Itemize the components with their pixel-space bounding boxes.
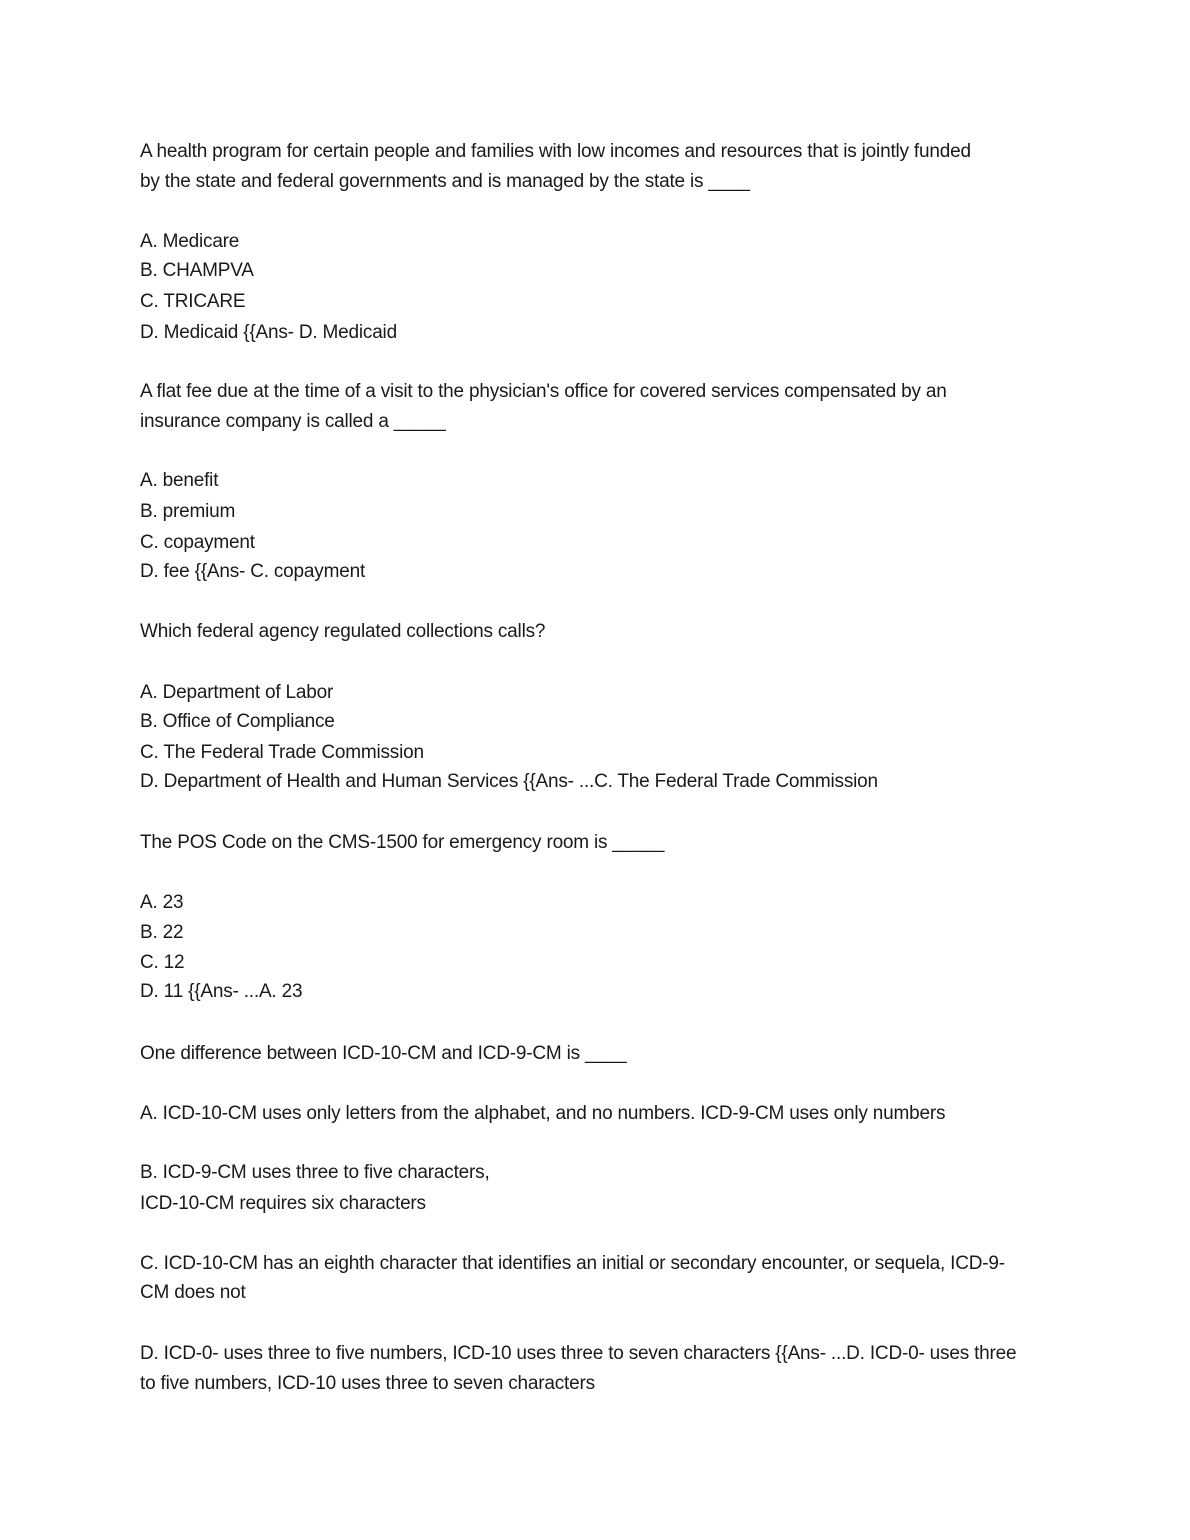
question-1-stem-line-1: A health program for certain people and families with low incomes and resources that is jointly funded bbox=[140, 141, 971, 162]
question-4-option-c: C. 12 bbox=[140, 952, 185, 973]
question-5-stem-line-1: One difference between ICD-10-CM and ICD-9-CM is ____ bbox=[140, 1043, 627, 1064]
question-1-option-b: B. CHAMPVA bbox=[140, 260, 254, 281]
question-5-option-b-line-2: ICD-10-CM requires six characters bbox=[140, 1193, 426, 1214]
question-3-option-d-answer: D. Department of Health and Human Services {{Ans- ...C. The Federal Trade Commission bbox=[140, 771, 878, 792]
question-2-stem-line-2: insurance company is called a _____ bbox=[140, 411, 446, 432]
question-5-option-b-line-1: B. ICD-9-CM uses three to five characters, bbox=[140, 1162, 490, 1183]
question-3-option-c: C. The Federal Trade Commission bbox=[140, 742, 424, 763]
question-2-option-b: B. premium bbox=[140, 501, 236, 522]
question-5-option-d-answer-line-1: D. ICD-0- uses three to five numbers, ICD-10 uses three to seven characters {{Ans- ...D. ICD-0- uses three bbox=[140, 1343, 1017, 1364]
question-1-stem-line-2: by the state and federal governments and is managed by the state is ____ bbox=[140, 171, 750, 192]
question-2-option-c: C. copayment bbox=[140, 532, 255, 553]
question-5-option-d-answer-line-2: to five numbers, ICD-10 uses three to seven characters bbox=[140, 1373, 595, 1394]
question-5-option-c-line-1: C. ICD-10-CM has an eighth character that identifies an initial or secondary encounter, or sequela, ICD-9- bbox=[140, 1253, 1005, 1274]
question-4-option-d-answer: D. 11 {{Ans- ...A. 23 bbox=[140, 981, 303, 1002]
question-1-option-d-answer: D. Medicaid {{Ans- D. Medicaid bbox=[140, 322, 397, 343]
question-5-option-a: A. ICD-10-CM uses only letters from the alphabet, and no numbers. ICD-9-CM uses only numbers bbox=[140, 1103, 946, 1124]
question-1-option-a: A. Medicare bbox=[140, 231, 240, 252]
question-1-option-c: C. TRICARE bbox=[140, 291, 246, 312]
question-4-stem-line-1: The POS Code on the CMS-1500 for emergency room is _____ bbox=[140, 832, 665, 853]
question-2-option-d-answer: D. fee {{Ans- C. copayment bbox=[140, 561, 366, 582]
question-3-stem-line-1: Which federal agency regulated collections calls? bbox=[140, 621, 546, 642]
question-5-option-c-line-2: CM does not bbox=[140, 1282, 246, 1303]
question-2-stem-line-1: A flat fee due at the time of a visit to the physician's office for covered services compensated by an bbox=[140, 381, 947, 402]
question-3-option-b: B. Office of Compliance bbox=[140, 711, 335, 732]
question-2-option-a: A. benefit bbox=[140, 470, 219, 491]
question-4-option-b: B. 22 bbox=[140, 922, 184, 943]
question-4-option-a: A. 23 bbox=[140, 892, 184, 913]
question-3-option-a: A. Department of Labor bbox=[140, 682, 334, 703]
